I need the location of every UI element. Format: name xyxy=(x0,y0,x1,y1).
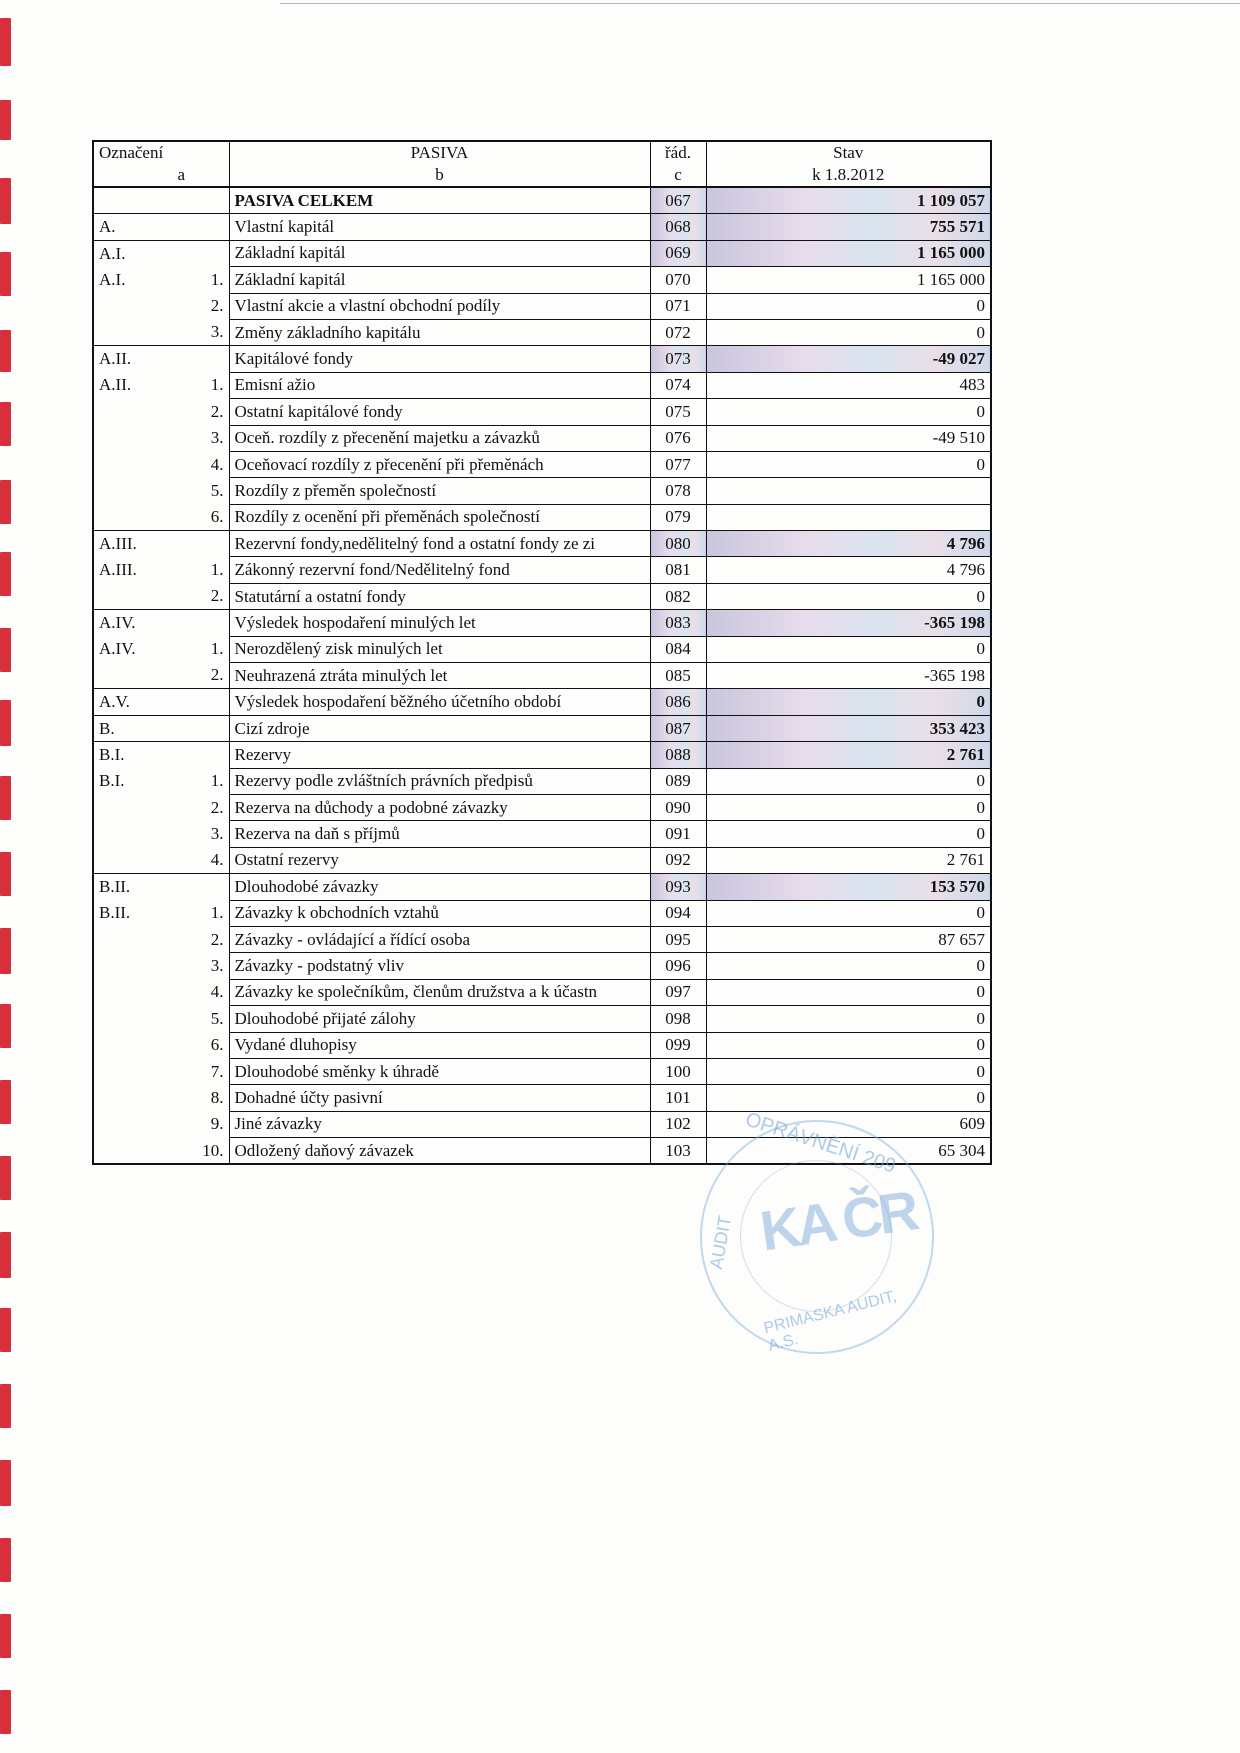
header-mark-sub: a xyxy=(177,165,186,184)
row-subnumber: 3. xyxy=(210,322,224,342)
row-name: Nerozdělený zisk minulých let xyxy=(229,636,650,662)
row-subnumber: 1. xyxy=(210,560,224,580)
table-row xyxy=(93,214,991,240)
row-code: A.II. xyxy=(93,346,184,372)
row-value: -49 027 xyxy=(706,346,991,372)
row-value: 0 xyxy=(706,319,991,345)
row-name: Základní kapitál xyxy=(229,267,650,293)
row-line-number: 071 xyxy=(650,293,706,319)
row-subnumber: 10. xyxy=(202,1140,224,1160)
row-subnumber xyxy=(184,742,229,768)
row-value: 0 xyxy=(706,293,991,319)
table-row xyxy=(93,900,991,926)
row-code xyxy=(93,1111,184,1137)
row-subnumber: 3. xyxy=(210,428,224,448)
row-subnumber xyxy=(184,715,229,741)
row-name: Cizí zdroje xyxy=(229,715,650,741)
row-value: 755 571 xyxy=(706,214,991,240)
table-row xyxy=(93,531,991,557)
row-value: 353 423 xyxy=(706,715,991,741)
table-row xyxy=(93,847,991,873)
row-code: A. xyxy=(93,214,184,240)
row-subnumber: 6. xyxy=(210,1035,224,1055)
row-value: 609 xyxy=(706,1111,991,1137)
table-row xyxy=(93,187,991,214)
row-code xyxy=(93,821,184,847)
header-state-label: Stav xyxy=(833,143,864,162)
table-row xyxy=(93,1032,991,1058)
row-line-number: 102 xyxy=(650,1111,706,1137)
auditor-stamp xyxy=(700,1108,934,1355)
row-line-number: 079 xyxy=(650,504,706,530)
row-name: Zákonný rezervní fond/Nedělitelný fond xyxy=(229,557,650,583)
row-code xyxy=(93,478,184,504)
header-state xyxy=(706,141,991,187)
row-subnumber: 7. xyxy=(210,1061,224,1081)
row-value: 0 xyxy=(706,1032,991,1058)
row-name: Rezervy podle zvláštních právních předpisů xyxy=(229,768,650,794)
row-subnumber xyxy=(184,689,229,715)
row-value: -365 198 xyxy=(706,663,991,689)
row-code xyxy=(93,979,184,1005)
row-name: Jiné závazky xyxy=(229,1111,650,1137)
row-name: PASIVA CELKEM xyxy=(229,187,650,214)
table-row xyxy=(93,663,991,689)
row-name: Odložený daňový závazek xyxy=(229,1138,650,1165)
table-row xyxy=(93,319,991,345)
row-line-number: 080 xyxy=(650,531,706,557)
row-line-number: 094 xyxy=(650,900,706,926)
row-line-number: 067 xyxy=(650,187,706,214)
row-line-number: 081 xyxy=(650,557,706,583)
row-name: Rezervní fondy,nedělitelný fond a ostatní fondy ze zi xyxy=(229,531,650,557)
table-row xyxy=(93,346,991,372)
table-row xyxy=(93,451,991,477)
row-value: -365 198 xyxy=(706,610,991,636)
row-line-number: 097 xyxy=(650,979,706,1005)
row-value: 1 109 057 xyxy=(706,187,991,214)
row-code xyxy=(93,319,184,345)
table-row xyxy=(93,953,991,979)
row-subnumber: 4. xyxy=(210,982,224,1002)
row-code xyxy=(93,399,184,425)
row-subnumber: 5. xyxy=(210,480,224,500)
row-name: Dlouhodobé závazky xyxy=(229,874,650,900)
row-line-number: 086 xyxy=(650,689,706,715)
row-line-number: 070 xyxy=(650,267,706,293)
row-name: Výsledek hospodaření minulých let xyxy=(229,610,650,636)
row-line-number: 095 xyxy=(650,926,706,952)
row-line-number: 077 xyxy=(650,451,706,477)
row-value: 0 xyxy=(706,1006,991,1032)
table-row xyxy=(93,583,991,609)
row-subnumber: 2. xyxy=(210,296,224,316)
row-code xyxy=(93,451,184,477)
row-value: 0 xyxy=(706,583,991,609)
row-name: Vydané dluhopisy xyxy=(229,1032,650,1058)
row-value: 0 xyxy=(706,794,991,820)
row-code: A.IV. xyxy=(99,639,136,659)
row-code: A.IV. xyxy=(93,610,184,636)
row-value: 0 xyxy=(706,953,991,979)
row-name: Základní kapitál xyxy=(229,240,650,266)
row-subnumber xyxy=(184,610,229,636)
row-code: A.III. xyxy=(93,531,184,557)
row-name: Změny základního kapitálu xyxy=(229,319,650,345)
row-line-number: 088 xyxy=(650,742,706,768)
table-row xyxy=(93,636,991,662)
table-row xyxy=(93,1006,991,1032)
table-row xyxy=(93,267,991,293)
table-row xyxy=(93,979,991,1005)
row-value: 1 165 000 xyxy=(706,240,991,266)
row-name: Rezerva na důchody a podobné závazky xyxy=(229,794,650,820)
row-line-number: 084 xyxy=(650,636,706,662)
row-code: A.I. xyxy=(93,240,184,266)
row-code xyxy=(93,187,184,214)
row-line-number: 100 xyxy=(650,1058,706,1084)
row-code xyxy=(93,1138,184,1165)
stamp-top-text: OPRÁVNĚNÍ 209 xyxy=(742,1108,899,1178)
row-value: 1 165 000 xyxy=(706,267,991,293)
row-line-number: 074 xyxy=(650,372,706,398)
row-code xyxy=(93,794,184,820)
row-name: Závazky - podstatný vliv xyxy=(229,953,650,979)
row-value: 0 xyxy=(706,768,991,794)
row-code: B.II. xyxy=(93,874,184,900)
row-name: Ostatní rezervy xyxy=(229,847,650,873)
row-subnumber: 2. xyxy=(210,929,224,949)
table-row xyxy=(93,557,991,583)
row-subnumber: 1. xyxy=(210,771,224,791)
row-subnumber: 9. xyxy=(210,1114,224,1134)
row-name: Závazky - ovládající a řídící osoba xyxy=(229,926,650,952)
row-name: Rezerva na daň s příjmů xyxy=(229,821,650,847)
row-code xyxy=(93,847,184,873)
row-code: A.V. xyxy=(93,689,184,715)
row-subnumber xyxy=(184,346,229,372)
row-code: B.II. xyxy=(99,903,131,923)
row-line-number: 098 xyxy=(650,1006,706,1032)
row-subnumber: 2. xyxy=(210,665,224,685)
row-name: Oceň. rozdíly z přecenění majetku a závazků xyxy=(229,425,650,451)
row-name: Vlastní kapitál xyxy=(229,214,650,240)
row-value: 4 796 xyxy=(706,557,991,583)
table-row xyxy=(93,1058,991,1084)
row-name: Statutární a ostatní fondy xyxy=(229,583,650,609)
row-subnumber xyxy=(184,240,229,266)
row-code: A.III. xyxy=(99,560,137,580)
row-line-number: 099 xyxy=(650,1032,706,1058)
row-line-number: 091 xyxy=(650,821,706,847)
row-value: 0 xyxy=(706,399,991,425)
row-value: 0 xyxy=(706,451,991,477)
header-title-sub: b xyxy=(435,165,444,184)
table-row xyxy=(93,768,991,794)
table-row xyxy=(93,293,991,319)
row-line-number: 096 xyxy=(650,953,706,979)
row-subnumber: 6. xyxy=(210,507,224,527)
table-row xyxy=(93,372,991,398)
row-code xyxy=(93,663,184,689)
row-value: 0 xyxy=(706,900,991,926)
header-row-label: řád. xyxy=(665,143,691,162)
row-subnumber: 3. xyxy=(210,956,224,976)
row-value xyxy=(706,504,991,530)
row-line-number: 085 xyxy=(650,663,706,689)
row-code xyxy=(93,583,184,609)
row-value: 153 570 xyxy=(706,874,991,900)
row-value: 65 304 xyxy=(706,1138,991,1165)
row-code xyxy=(93,1058,184,1084)
table-row xyxy=(93,504,991,530)
row-subnumber: 4. xyxy=(210,850,224,870)
row-value: 483 xyxy=(706,372,991,398)
row-line-number: 068 xyxy=(650,214,706,240)
row-name: Závazky ke společníkům, členům družstva a k účastn xyxy=(229,979,650,1005)
row-name: Dohadné účty pasivní xyxy=(229,1085,650,1111)
row-code: B. xyxy=(93,715,184,741)
row-subnumber: 1. xyxy=(210,375,224,395)
table-row xyxy=(93,926,991,952)
stamp-bottom-text: PRIMASKA AUDIT, A.S. xyxy=(762,1287,899,1355)
row-value: 0 xyxy=(706,689,991,715)
table-header-row xyxy=(93,141,991,187)
row-subnumber: 1. xyxy=(210,639,224,659)
table-row xyxy=(93,1085,991,1111)
row-code xyxy=(93,1032,184,1058)
row-code xyxy=(93,504,184,530)
row-name: Rezervy xyxy=(229,742,650,768)
row-name: Dlouhodobé směnky k úhradě xyxy=(229,1058,650,1084)
row-code: A.I. xyxy=(99,269,126,289)
row-name: Ostatní kapitálové fondy xyxy=(229,399,650,425)
row-code xyxy=(93,425,184,451)
row-code xyxy=(93,953,184,979)
row-subnumber xyxy=(184,214,229,240)
header-mark xyxy=(93,141,229,187)
row-name: Emisní ažio xyxy=(229,372,650,398)
row-line-number: 103 xyxy=(650,1138,706,1165)
row-name: Výsledek hospodaření běžného účetního období xyxy=(229,689,650,715)
row-name: Vlastní akcie a vlastní obchodní podíly xyxy=(229,293,650,319)
row-subnumber: 1. xyxy=(210,269,224,289)
row-code: B.I. xyxy=(93,742,184,768)
row-line-number: 073 xyxy=(650,346,706,372)
table-row xyxy=(93,715,991,741)
row-line-number: 072 xyxy=(650,319,706,345)
stamp-left-text: AUDIT xyxy=(705,1214,736,1271)
row-name: Oceňovací rozdíly z přecenění při přeměnách xyxy=(229,451,650,477)
row-value: 0 xyxy=(706,1085,991,1111)
table-row xyxy=(93,821,991,847)
row-subnumber xyxy=(184,187,229,214)
row-subnumber: 2. xyxy=(210,401,224,421)
row-code: B.I. xyxy=(99,771,125,791)
row-line-number: 076 xyxy=(650,425,706,451)
row-code xyxy=(93,1006,184,1032)
header-state-date: k 1.8.2012 xyxy=(812,165,885,184)
row-name: Dlouhodobé přijaté zálohy xyxy=(229,1006,650,1032)
table-row xyxy=(93,794,991,820)
row-name: Rozdíly z ocenění při přeměnách společností xyxy=(229,504,650,530)
balance-sheet-liabilities-table xyxy=(92,140,992,1165)
row-subnumber xyxy=(184,531,229,557)
table-row xyxy=(93,610,991,636)
row-line-number: 101 xyxy=(650,1085,706,1111)
table-row xyxy=(93,240,991,266)
header-row-sub: c xyxy=(674,165,682,184)
row-name: Rozdíly z přeměn společností xyxy=(229,478,650,504)
header-mark-label: Označení xyxy=(99,143,164,162)
stamp-logo: KA ČR xyxy=(756,1178,919,1263)
row-line-number: 075 xyxy=(650,399,706,425)
row-value: 4 796 xyxy=(706,531,991,557)
row-value: 2 761 xyxy=(706,847,991,873)
scan-top-edge xyxy=(280,3,1240,4)
row-line-number: 089 xyxy=(650,768,706,794)
row-subnumber: 2. xyxy=(210,586,224,606)
row-value: -49 510 xyxy=(706,425,991,451)
row-value: 0 xyxy=(706,979,991,1005)
row-value: 0 xyxy=(706,821,991,847)
row-line-number: 069 xyxy=(650,240,706,266)
table-row xyxy=(93,399,991,425)
row-name: Kapitálové fondy xyxy=(229,346,650,372)
row-line-number: 083 xyxy=(650,610,706,636)
table-row xyxy=(93,874,991,900)
header-title xyxy=(229,141,650,187)
table-row xyxy=(93,425,991,451)
row-name: Závazky k obchodních vztahů xyxy=(229,900,650,926)
row-line-number: 090 xyxy=(650,794,706,820)
row-subnumber: 1. xyxy=(210,903,224,923)
row-value: 87 657 xyxy=(706,926,991,952)
table-row xyxy=(93,689,991,715)
row-line-number: 093 xyxy=(650,874,706,900)
row-value: 0 xyxy=(706,1058,991,1084)
row-line-number: 078 xyxy=(650,478,706,504)
row-subnumber: 4. xyxy=(210,454,224,474)
row-code: A.II. xyxy=(99,375,132,395)
row-subnumber: 3. xyxy=(210,824,224,844)
row-line-number: 087 xyxy=(650,715,706,741)
row-value: 2 761 xyxy=(706,742,991,768)
row-line-number: 082 xyxy=(650,583,706,609)
table-row xyxy=(93,742,991,768)
row-name: Neuhrazená ztráta minulých let xyxy=(229,663,650,689)
row-subnumber: 2. xyxy=(210,797,224,817)
row-code xyxy=(93,926,184,952)
row-value: 0 xyxy=(706,636,991,662)
binder-edge-marks xyxy=(0,0,16,1753)
row-subnumber: 5. xyxy=(210,1008,224,1028)
row-line-number: 092 xyxy=(650,847,706,873)
row-subnumber xyxy=(184,874,229,900)
row-subnumber: 8. xyxy=(210,1087,224,1107)
header-row-number xyxy=(650,141,706,187)
header-title-label: PASIVA xyxy=(410,143,469,162)
row-value xyxy=(706,478,991,504)
row-code xyxy=(93,293,184,319)
row-code xyxy=(93,1085,184,1111)
table-row xyxy=(93,478,991,504)
